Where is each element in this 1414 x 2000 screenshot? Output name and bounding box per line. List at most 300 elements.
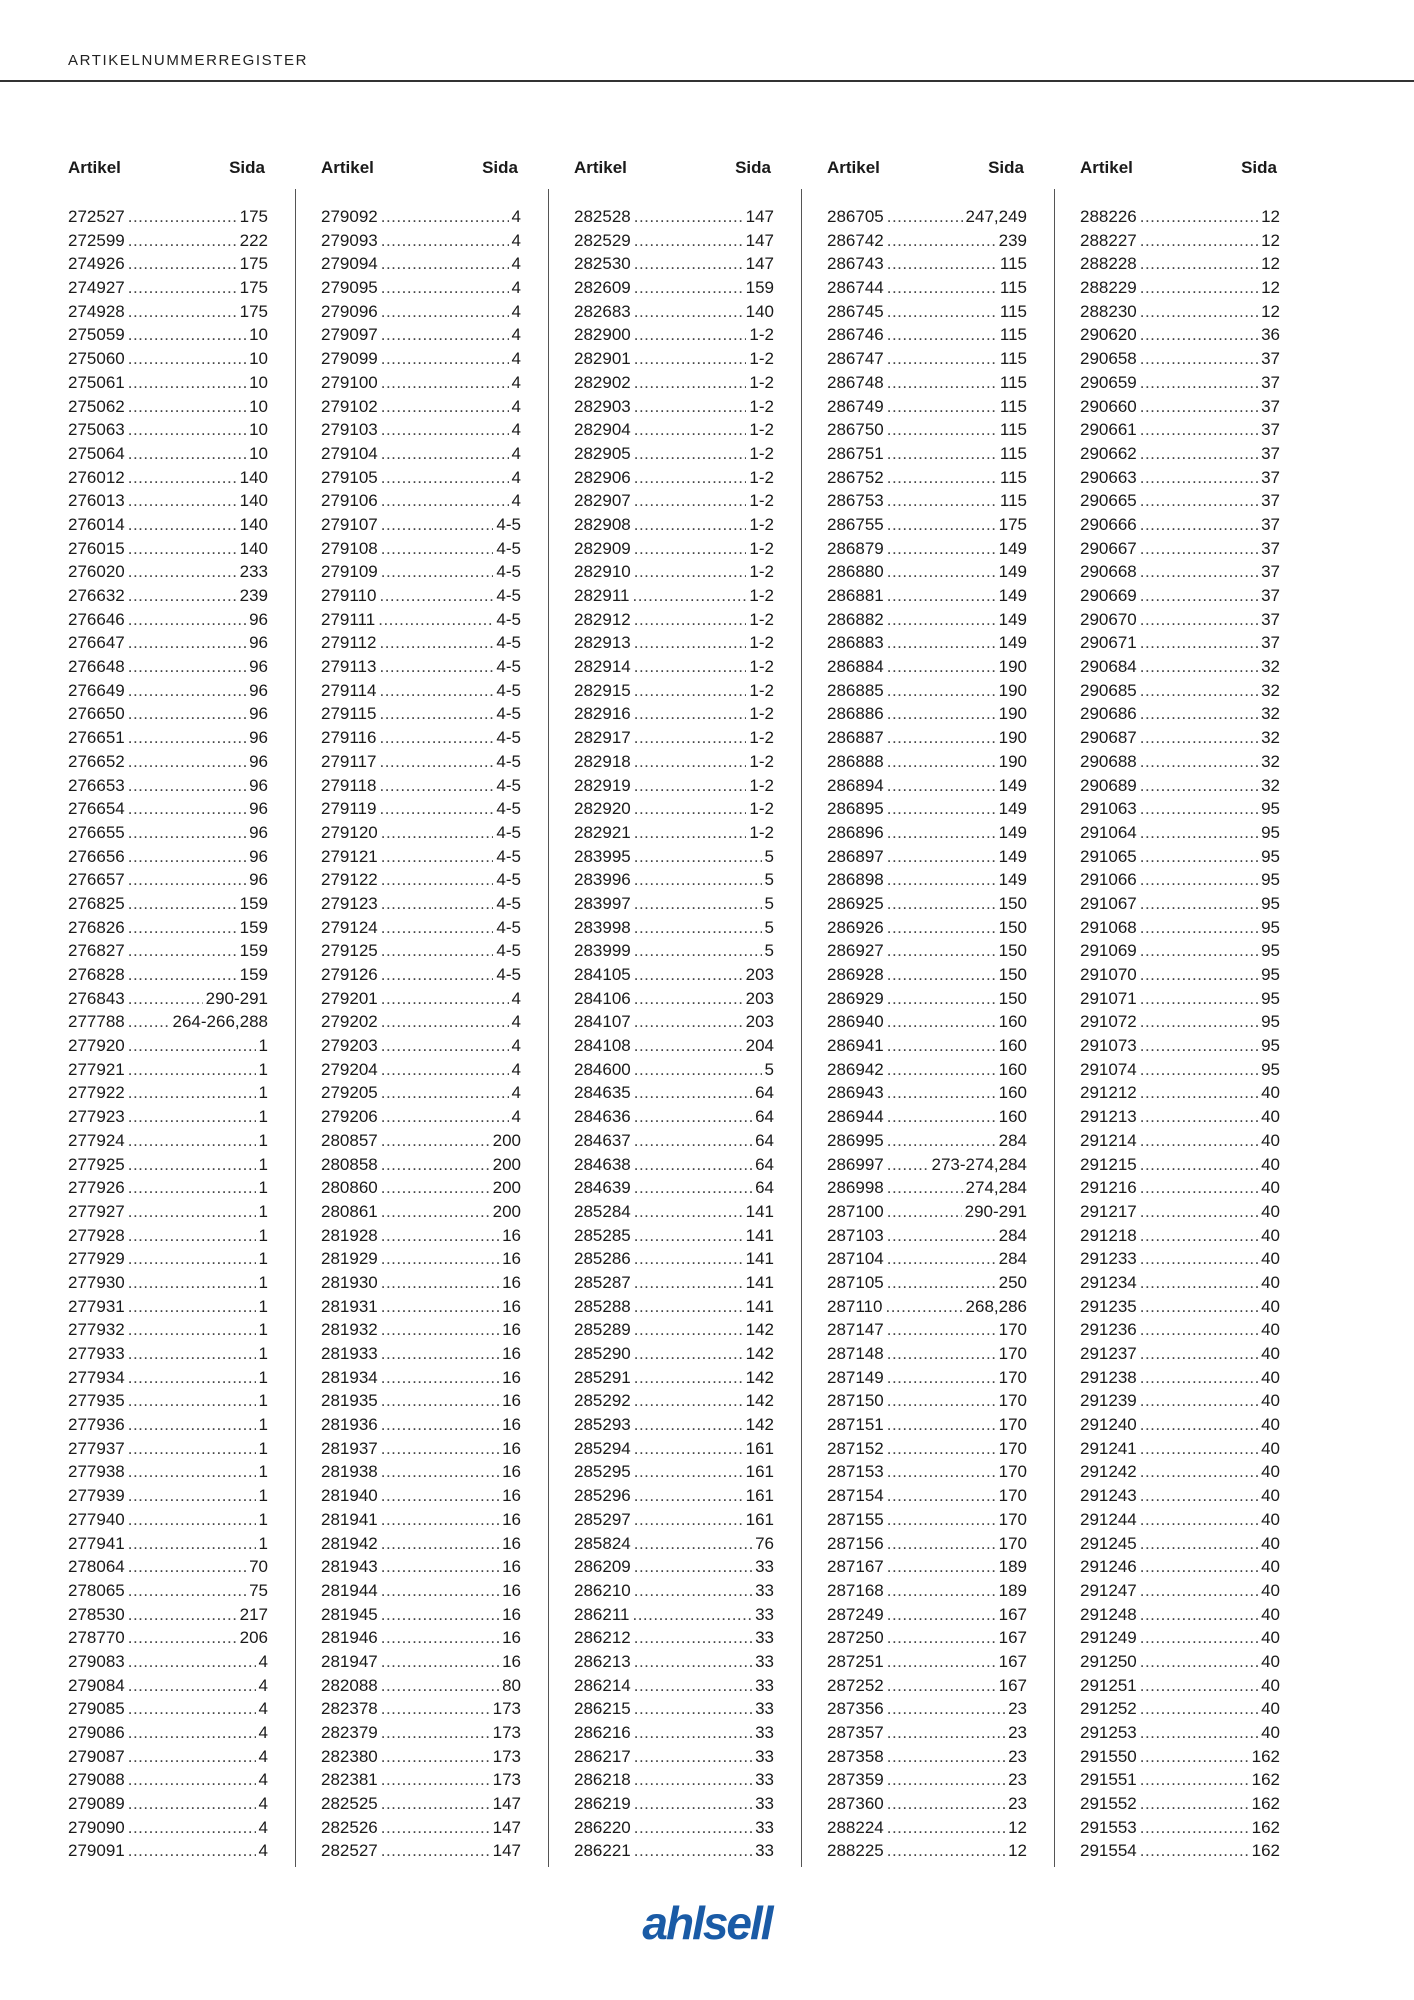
index-entry (574, 1532, 774, 1556)
dot-leader (634, 489, 747, 513)
index-entry (574, 1460, 774, 1484)
article-number: 279123 (321, 893, 378, 913)
dot-leader (128, 1508, 256, 1532)
page-number: 160 (998, 1083, 1027, 1103)
page-number: 32 (1261, 775, 1280, 795)
page-number: 140 (239, 467, 268, 487)
index-entry (321, 1603, 521, 1627)
index-entry (1080, 1697, 1280, 1721)
dot-leader (634, 1342, 743, 1366)
dot-leader (634, 655, 747, 679)
article-number: 291217 (1080, 1201, 1137, 1221)
article-number: 282525 (321, 1794, 378, 1814)
index-entry (574, 229, 774, 253)
article-number: 290659 (1080, 372, 1137, 392)
page-number: 115 (999, 301, 1027, 321)
article-number: 287251 (827, 1651, 884, 1671)
dot-leader (1140, 1460, 1258, 1484)
article-number: 284636 (574, 1107, 631, 1127)
dot-leader (634, 1295, 743, 1319)
index-entry (1080, 1295, 1280, 1319)
article-number: 285294 (574, 1438, 631, 1458)
article-number: 281936 (321, 1415, 378, 1435)
dot-leader (128, 963, 237, 987)
dot-leader (128, 702, 246, 726)
index-column (321, 155, 521, 1863)
page-number: 200 (492, 1130, 521, 1150)
dot-leader (128, 347, 246, 371)
index-entry (574, 1295, 774, 1319)
page-number: 141 (745, 1201, 774, 1221)
dot-leader (1140, 1153, 1258, 1177)
dot-leader (381, 1389, 499, 1413)
dot-leader (381, 987, 509, 1011)
page-number: 95 (1261, 822, 1280, 842)
page-number: 189 (998, 1557, 1027, 1577)
article-number: 291247 (1080, 1580, 1137, 1600)
page-number: 33 (755, 1628, 774, 1648)
index-entry (321, 489, 521, 513)
index-entry (1080, 1271, 1280, 1295)
index-entry (68, 1603, 268, 1627)
index-entry (68, 1816, 268, 1840)
page-number: 40 (1261, 1580, 1280, 1600)
dot-leader (128, 845, 246, 869)
index-entry (574, 1247, 774, 1271)
article-number: 286209 (574, 1557, 631, 1577)
article-number: 282905 (574, 443, 631, 463)
page-number: 4-5 (496, 846, 521, 866)
page-number: 150 (998, 965, 1027, 984)
index-entry (827, 774, 1027, 798)
dot-leader (1140, 1176, 1258, 1200)
dot-leader (1140, 1816, 1249, 1840)
page-number: 40 (1261, 1699, 1280, 1719)
page-number: 161 (745, 1486, 774, 1506)
page-number: 95 (1261, 1012, 1280, 1032)
dot-leader (887, 1129, 996, 1153)
index-entry (1080, 347, 1280, 371)
article-number: 277922 (68, 1083, 125, 1103)
index-entry (1080, 845, 1280, 869)
dot-leader (1140, 1129, 1258, 1153)
index-entry (68, 1129, 268, 1153)
dot-leader (128, 1437, 256, 1461)
article-number: 282916 (574, 704, 631, 724)
index-entry (321, 1318, 521, 1342)
index-entry (1080, 987, 1280, 1011)
page-number: 1-2 (749, 443, 774, 463)
index-entry (827, 560, 1027, 584)
article-number: 287357 (827, 1723, 884, 1742)
article-number: 281935 (321, 1391, 378, 1411)
article-number: 277937 (68, 1438, 125, 1458)
dot-leader (381, 466, 509, 490)
index-entry (574, 1413, 774, 1437)
index-entry (1080, 750, 1280, 774)
page-number: 1 (258, 1509, 268, 1529)
article-number: 291236 (1080, 1320, 1137, 1340)
index-entry (827, 395, 1027, 419)
article-number: 279087 (68, 1746, 125, 1766)
dot-leader (381, 1413, 499, 1437)
page-number: 167 (998, 1651, 1027, 1671)
page-number: 1 (258, 1059, 268, 1079)
index-entry (574, 679, 774, 703)
index-entry (827, 442, 1027, 466)
dot-leader (1140, 1105, 1258, 1129)
index-entry (574, 1318, 774, 1342)
dot-leader (634, 1816, 752, 1840)
index-entry (827, 750, 1027, 774)
index-entry (321, 584, 521, 608)
article-number: 290667 (1080, 538, 1137, 558)
page-number: 150 (998, 893, 1027, 913)
index-entry (321, 1579, 521, 1603)
index-entry (68, 276, 268, 300)
article-number: 281930 (321, 1272, 378, 1292)
dot-leader (381, 489, 509, 513)
article-number: 275063 (68, 420, 125, 440)
dot-leader (887, 252, 997, 276)
article-number: 287104 (827, 1249, 884, 1269)
page-number: 4-5 (496, 680, 521, 700)
index-entry (574, 537, 774, 561)
index-entry (827, 1721, 1027, 1745)
dot-leader (1140, 466, 1258, 490)
index-entry (1080, 1318, 1280, 1342)
article-number: 291213 (1080, 1107, 1137, 1127)
index-entry (68, 537, 268, 561)
index-entry (827, 252, 1027, 276)
page-number: 1 (258, 1272, 268, 1292)
index-entry (321, 1697, 521, 1721)
article-number: 282529 (574, 230, 631, 250)
dot-leader (1140, 1413, 1258, 1437)
dot-leader (379, 797, 493, 821)
index-entry (68, 584, 268, 608)
dot-leader (887, 631, 996, 655)
article-number: 282379 (321, 1723, 378, 1742)
dot-leader (634, 679, 747, 703)
article-number: 277941 (68, 1533, 125, 1553)
page-number: 1-2 (749, 633, 774, 653)
index-entry (321, 1366, 521, 1390)
index-column (574, 155, 774, 1863)
index-entry (68, 939, 268, 963)
page-number: 160 (998, 1107, 1027, 1127)
dot-leader (128, 774, 246, 798)
dot-leader (128, 1034, 256, 1058)
index-entry (827, 845, 1027, 869)
page-number: 10 (249, 396, 268, 416)
article-number: 286213 (574, 1651, 631, 1671)
article-number: 279201 (321, 988, 378, 1008)
index-entry (68, 797, 268, 821)
article-number: 286941 (827, 1036, 884, 1056)
page-number: 149 (998, 799, 1027, 819)
article-number: 282381 (321, 1770, 378, 1790)
page-number: 10 (249, 443, 268, 463)
page-number: 1 (258, 1201, 268, 1221)
article-number: 285290 (574, 1344, 631, 1363)
page-number: 40 (1261, 1272, 1280, 1292)
article-number: 285286 (574, 1249, 631, 1269)
article-number: 291068 (1080, 917, 1137, 937)
column-header (827, 155, 1027, 181)
article-number: 279093 (321, 230, 378, 250)
index-entry (574, 750, 774, 774)
article-number: 287148 (827, 1344, 884, 1363)
dot-leader (887, 1389, 996, 1413)
index-entry (574, 276, 774, 300)
index-entry (321, 1768, 521, 1792)
page-number: 40 (1261, 1415, 1280, 1435)
page-number: 1-2 (749, 680, 774, 700)
article-number: 284600 (574, 1059, 631, 1079)
dot-leader (1140, 797, 1258, 821)
article-number: 285295 (574, 1462, 631, 1482)
index-entry (574, 560, 774, 584)
page-number: 147 (492, 1794, 521, 1814)
article-number: 279088 (68, 1770, 125, 1790)
dot-leader (128, 1579, 246, 1603)
index-entry (827, 679, 1027, 703)
dot-leader (128, 1200, 256, 1224)
dot-leader (887, 679, 996, 703)
dot-leader (634, 1579, 752, 1603)
article-number: 276843 (68, 988, 125, 1008)
page-number: 147 (745, 207, 774, 226)
index-entry (68, 1342, 268, 1366)
article-number: 288228 (1080, 254, 1137, 274)
index-entry (574, 916, 774, 940)
dot-leader (887, 1839, 1005, 1863)
dot-leader (1140, 1697, 1258, 1721)
article-number: 286219 (574, 1794, 631, 1814)
dot-leader (1140, 252, 1258, 276)
dot-leader (634, 1413, 743, 1437)
dot-leader (887, 584, 996, 608)
page-number: 115 (999, 420, 1027, 440)
index-entry (321, 821, 521, 845)
dot-leader (128, 1626, 237, 1650)
index-entry (68, 916, 268, 940)
article-number: 286995 (827, 1130, 884, 1150)
article-number: 277936 (68, 1415, 125, 1435)
page-number: 95 (1261, 965, 1280, 984)
page-number: 10 (249, 372, 268, 392)
index-entry (574, 1342, 774, 1366)
page-number: 175 (998, 514, 1027, 534)
article-number: 286928 (827, 965, 884, 984)
page-number: 141 (745, 1249, 774, 1269)
index-entry (68, 774, 268, 798)
article-number: 276828 (68, 965, 125, 984)
page-number: 290-291 (205, 988, 268, 1008)
index-entry (1080, 1153, 1280, 1177)
article-number: 291239 (1080, 1391, 1137, 1411)
dot-leader (1140, 276, 1258, 300)
index-entry (574, 1389, 774, 1413)
dot-leader (634, 1034, 743, 1058)
article-number: 278770 (68, 1628, 125, 1648)
dot-leader (381, 1129, 490, 1153)
index-entry (68, 1318, 268, 1342)
index-entry (574, 1129, 774, 1153)
index-entry (574, 845, 774, 869)
page-number: 250 (998, 1272, 1027, 1292)
dot-leader (634, 1508, 743, 1532)
page-number: 149 (998, 846, 1027, 866)
page-number: 147 (492, 1817, 521, 1837)
dot-leader (634, 845, 762, 869)
dot-leader (634, 1532, 752, 1556)
article-number: 286895 (827, 799, 884, 819)
page-number: 33 (755, 1770, 774, 1790)
dot-leader (1140, 300, 1258, 324)
article-number: 290685 (1080, 680, 1137, 700)
page-number: 4-5 (496, 822, 521, 842)
index-entry (1080, 1532, 1280, 1556)
index-entry (827, 1200, 1027, 1224)
article-number: 285285 (574, 1225, 631, 1245)
index-entry (1080, 1247, 1280, 1271)
page-number: 147 (745, 254, 774, 274)
article-number: 286747 (827, 349, 884, 369)
article-number: 277924 (68, 1130, 125, 1150)
dot-leader (1140, 939, 1258, 963)
page-number: 1 (258, 1107, 268, 1127)
dot-leader (1140, 655, 1258, 679)
index-entry (827, 1532, 1027, 1556)
index-entry (321, 252, 521, 276)
index-entry (1080, 1129, 1280, 1153)
dot-leader (634, 1224, 743, 1248)
dot-leader (887, 1437, 996, 1461)
dot-leader (128, 205, 237, 229)
article-number: 290661 (1080, 420, 1137, 440)
dot-leader (887, 560, 996, 584)
page-number: 175 (239, 301, 268, 321)
page-number: 1-2 (749, 372, 774, 392)
index-entry (574, 1745, 774, 1769)
page-number: 16 (502, 1651, 521, 1671)
page-number: 150 (998, 941, 1027, 961)
article-number: 282528 (574, 207, 631, 226)
page-number: 140 (745, 301, 774, 321)
article-number: 279125 (321, 941, 378, 961)
index-entry (321, 1413, 521, 1437)
index-entry (68, 821, 268, 845)
page-number: 160 (998, 1059, 1027, 1079)
dot-leader (128, 608, 246, 632)
dot-leader (1140, 1200, 1258, 1224)
page-number: 4 (511, 491, 521, 511)
index-entry (827, 1247, 1027, 1271)
index-entry (827, 797, 1027, 821)
article-number: 285292 (574, 1391, 631, 1411)
article-number: 278530 (68, 1604, 125, 1624)
article-number: 276650 (68, 704, 125, 724)
article-number: 283996 (574, 870, 631, 890)
article-number: 281947 (321, 1651, 378, 1671)
page-number: 222 (239, 230, 268, 250)
dot-leader (381, 1816, 490, 1840)
index-entry (827, 1058, 1027, 1082)
dot-leader (634, 442, 747, 466)
article-number: 281943 (321, 1557, 378, 1577)
index-entry (68, 750, 268, 774)
article-number: 279109 (321, 562, 378, 582)
page-number: 115 (999, 278, 1027, 298)
dot-leader (381, 1224, 499, 1248)
dot-leader (634, 1271, 743, 1295)
article-number: 290660 (1080, 396, 1137, 416)
article-number: 279121 (321, 846, 378, 866)
article-number: 279105 (321, 467, 378, 487)
page-number: 40 (1261, 1391, 1280, 1411)
index-entry (1080, 418, 1280, 442)
article-number: 275062 (68, 396, 125, 416)
dot-leader (379, 726, 493, 750)
dot-leader (381, 1650, 499, 1674)
page-number: 12 (1261, 278, 1280, 298)
dot-leader (381, 1626, 499, 1650)
page-number: 170 (998, 1486, 1027, 1506)
page-number: 200 (492, 1154, 521, 1174)
dot-leader (128, 1389, 256, 1413)
index-entry (827, 418, 1027, 442)
dot-leader (634, 1129, 752, 1153)
dot-leader (632, 1603, 752, 1627)
article-number: 286887 (827, 728, 884, 748)
article-number: 279084 (68, 1675, 125, 1695)
article-number: 287358 (827, 1746, 884, 1766)
article-number: 286744 (827, 278, 884, 298)
dot-leader (634, 513, 747, 537)
page-number: 5 (764, 893, 774, 913)
page-number: 5 (764, 870, 774, 890)
artikel-header: Artikel (321, 158, 374, 177)
page-number: 40 (1261, 1509, 1280, 1529)
page-number: 10 (249, 420, 268, 440)
dot-leader (381, 229, 509, 253)
page-number: 37 (1261, 443, 1280, 463)
dot-leader (887, 1603, 996, 1627)
article-number: 281933 (321, 1344, 378, 1363)
article-number: 279091 (68, 1841, 125, 1861)
article-number: 282903 (574, 396, 631, 416)
article-number: 282919 (574, 775, 631, 795)
article-number: 282920 (574, 799, 631, 819)
article-number: 286879 (827, 538, 884, 558)
article-number: 282609 (574, 278, 631, 298)
article-number: 291218 (1080, 1225, 1137, 1245)
article-number: 286888 (827, 751, 884, 771)
page-number: 5 (764, 846, 774, 866)
dot-leader (1140, 1247, 1258, 1271)
dot-leader (381, 1484, 499, 1508)
dot-leader (128, 1081, 256, 1105)
article-number: 291246 (1080, 1557, 1137, 1577)
index-entry (1080, 1058, 1280, 1082)
dot-leader (887, 1508, 996, 1532)
article-number: 279205 (321, 1083, 378, 1103)
index-entry (321, 513, 521, 537)
index-entry (321, 1129, 521, 1153)
dot-leader (128, 1342, 256, 1366)
